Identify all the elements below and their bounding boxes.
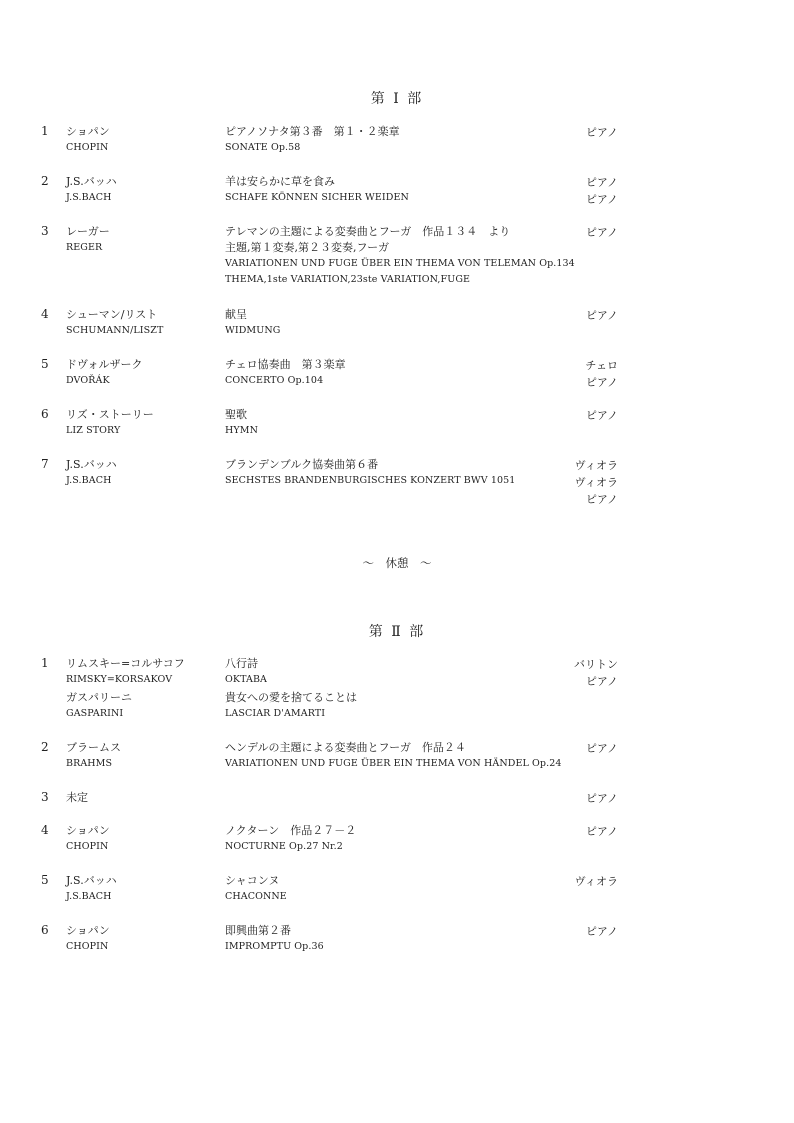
composer-cell [66,923,216,955]
composer-ja: J.S.バッハ [66,874,117,887]
composer-ja: ブラームス [66,741,121,754]
work-title-ja: 即興曲第２番 [225,924,291,937]
work-title-en: HYMN [225,425,258,436]
part1-title: 第 Ⅰ 部 [370,91,424,107]
instrument-label: ヴィオラ [574,459,618,472]
instrument-cell [540,790,618,807]
work-title-ja: ヘンデルの主題による変奏曲とフーガ 作品２４ [225,741,466,754]
composer-ja: ガスパリーニ [66,691,132,704]
instrument-label: ピアノ [585,493,618,506]
composer-en: GASPARINI [66,708,124,719]
instrument-label: ピアノ [585,409,618,422]
instrument-label: ピアノ [585,675,618,688]
composer-cell [66,790,216,806]
composer-en: CHOPIN [66,941,109,952]
instrument-label: ピアノ [585,226,618,239]
work-title-en: NOCTURNE Op.27 Nr.2 [225,841,343,852]
work-title-ja: ピアノソナタ第３番 第１・２楽章 [225,125,400,138]
item-number: 4 [41,823,49,837]
composer-en: RIMSKY=KORSAKOV [66,674,173,685]
part2-title: 第 Ⅱ 部 [368,624,426,640]
work-title-en: LASCIAR D'AMARTI [225,708,326,719]
composer-ja: シューマン/リスト [66,308,158,321]
work-title-en: VARIATIONEN UND FUGE ÜBER EIN THEMA VON TELEMAN Op.134 [225,258,575,269]
instrument-label: チェロ [585,359,618,372]
item-number: 6 [41,923,49,937]
instrument-label: ピアノ [585,309,618,322]
instrument-label: ピアノ [585,742,618,755]
work-title-ja: 貴女への愛を捨てることは [225,691,357,704]
composer-cell [66,690,216,722]
work-title-en: VARIATIONEN UND FUGE ÜBER EIN THEMA VON HÄNDEL Op.24 [225,758,562,769]
work-title-en: CHACONNE [225,891,287,902]
composer-ja: ショパン [66,125,110,138]
composer-en: CHOPIN [66,142,109,153]
item-number: 3 [41,790,49,804]
instrument-cell [540,224,618,241]
work-title-en: SECHSTES BRANDENBURGISCHES KONZERT BWV 1051 [225,475,516,486]
item-number: 5 [41,357,49,371]
work-title-ja: ノクターン 作品２７－２ [225,824,357,837]
composer-ja: レーガー [66,225,110,238]
item-number: 2 [41,174,49,188]
composer-cell [66,224,216,256]
composer-cell [66,124,216,156]
work-title-ja: 八行詩 [225,657,258,670]
work-title-ja: シャコンヌ [225,874,280,887]
instrument-label: バリトン [574,658,618,671]
instrument-label: ピアノ [585,126,618,139]
work-title-cell [225,690,595,722]
instrument-cell [540,124,618,141]
work-title-ja: 献呈 [225,308,247,321]
composer-en: J.S.BACH [66,475,112,486]
work-title-ja: 羊は安らかに草を食み [225,175,335,188]
composer-ja: ショパン [66,924,110,937]
instrument-cell [540,873,618,890]
composer-ja: 未定 [66,791,88,804]
composer-cell [66,357,216,389]
composer-cell [66,740,216,772]
instrument-cell [540,407,618,424]
composer-ja: リムスキー=コルサコフ [66,657,185,670]
work-title-ja: 主題,第１変奏,第２３変奏,フーガ [225,241,389,254]
instrument-label: ヴィオラ [574,875,618,888]
composer-en: REGER [66,242,103,253]
item-number: 3 [41,224,49,238]
work-title-ja: ブランデンブルク協奏曲第６番 [225,458,379,471]
composer-cell [66,307,216,339]
instrument-label: ヴィオラ [574,476,618,489]
instrument-cell [540,656,618,690]
instrument-cell [540,823,618,840]
work-title-ja: チェロ協奏曲 第３楽章 [225,358,346,371]
item-number: 5 [41,873,49,887]
work-title-en: SONATE Op.58 [225,142,301,153]
item-number: 6 [41,407,49,421]
item-number: 1 [41,124,49,138]
composer-cell [66,174,216,206]
work-title-en: CONCERTO Op.104 [225,375,324,386]
item-number: 7 [41,457,49,471]
instrument-cell [540,457,618,508]
intermission-label: ～ 休憩 ～ [362,556,432,570]
composer-cell [66,407,216,439]
work-title-en: SCHAFE KÖNNEN SICHER WEIDEN [225,192,409,203]
instrument-cell [540,740,618,757]
instrument-cell [540,923,618,940]
composer-cell [66,873,216,905]
instrument-label: ピアノ [585,176,618,189]
composer-en: BRAHMS [66,758,113,769]
composer-en: CHOPIN [66,841,109,852]
composer-cell [66,457,216,489]
instrument-label: ピアノ [585,925,618,938]
instrument-cell [540,307,618,324]
composer-en: J.S.BACH [66,192,112,203]
composer-ja: リズ・ストーリー [66,408,154,421]
composer-en: SCHUMANN/LISZT [66,325,164,336]
composer-ja: ドヴォルザーク [66,358,143,371]
composer-cell [66,823,216,855]
work-title-en: IMPROMPTU Op.36 [225,941,324,952]
composer-ja: ショパン [66,824,110,837]
item-number: 2 [41,740,49,754]
composer-en: LIZ STORY [66,425,121,436]
work-title-ja: 聖歌 [225,408,247,421]
instrument-label: ピアノ [585,792,618,805]
work-title-en: THEMA,1ste VARIATION,23ste VARIATION,FUGE [225,274,471,285]
work-title-en: WIDMUNG [225,325,281,336]
instrument-cell [540,174,618,208]
composer-en: J.S.BACH [66,891,112,902]
instrument-label: ピアノ [585,193,618,206]
instrument-cell [540,357,618,391]
composer-cell [66,656,216,688]
item-number: 4 [41,307,49,321]
instrument-label: ピアノ [585,825,618,838]
instrument-label: ピアノ [585,376,618,389]
composer-en: DVOŘÁK [66,375,110,386]
composer-ja: J.S.バッハ [66,458,117,471]
work-title-ja: テレマンの主題による変奏曲とフーガ 作品１３４ より [225,225,511,238]
work-title-en: OKTABA [225,674,268,685]
composer-ja: J.S.バッハ [66,175,117,188]
item-number: 1 [41,656,49,670]
